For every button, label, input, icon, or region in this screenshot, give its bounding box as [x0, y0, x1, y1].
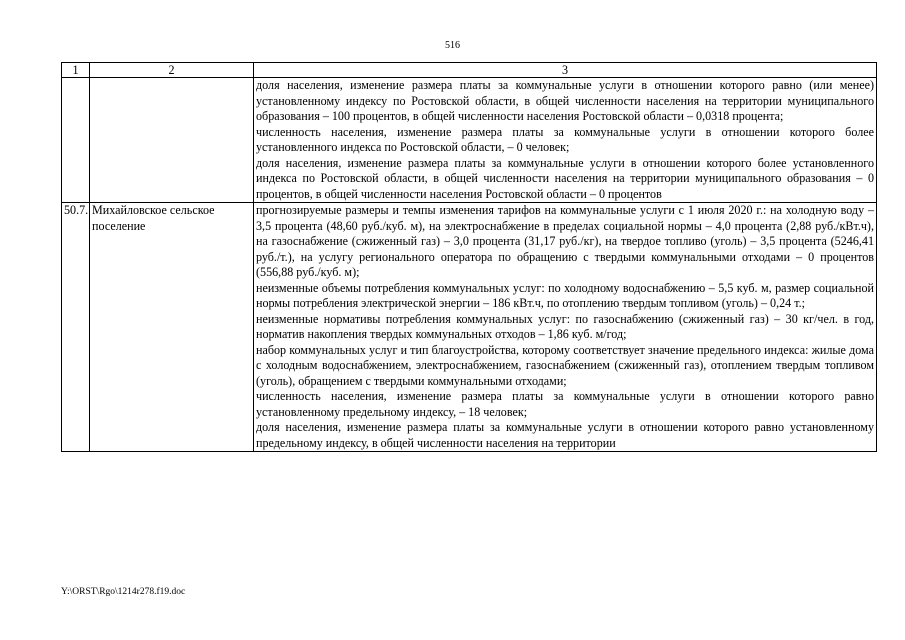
paragraph: численность населения, изменение размера платы за коммунальные услуги в отношении которого равно установленному предельному индексу, – 18 человек; — [256, 389, 874, 419]
column-header-3: 3 — [254, 63, 877, 78]
document-table — [61, 62, 877, 452]
table-row-50-7 — [62, 203, 877, 452]
column-header-2: 2 — [90, 63, 254, 78]
paragraph: неизменные нормативы потребления коммунальных услуг: по газоснабжению (сжиженный газ) – 30 кг/чел. в год, норматив накопления твердых коммунальных отходов – 1,86 куб. м/год; — [256, 311, 874, 341]
paragraph: доля населения, изменение размера платы за коммунальные услуги в отношении которого равно установленному предельному индексу, в общей численности населения на территории — [256, 420, 874, 450]
paragraph: набор коммунальных услуг и тип благоустройства, которому соответствует значение предельного индекса: жилые дома с холодным водоснабжением, электроснабжением, газоснабжением (сжиженный газ), отоплением твердым топливом (уголь), обращением с твердыми коммунальными отходами; — [256, 342, 874, 388]
page-number: 516 — [445, 40, 460, 51]
municipality-name-cell: Михайловское сельское поселение — [90, 203, 254, 452]
paragraph: неизменные объемы потребления коммунальных услуг: по холодному водоснабжению – 5,5 куб. м, размер социальной нормы потребления электрической энергии – 186 кВт.ч, по отоплению твердым топливом (уголь) – 0,24 т.; — [256, 280, 874, 310]
paragraph: численность населения, изменение размера платы за коммунальные услуги в отношении которого более установленного индекса по Ростовской области, – 0 человек; — [256, 124, 874, 154]
municipality-name-cell — [90, 78, 254, 203]
table-header-row — [62, 63, 877, 78]
description-cell — [254, 78, 877, 203]
table-row-continuation — [62, 78, 877, 203]
column-header-1: 1 — [62, 63, 90, 78]
paragraph: прогнозируемые размеры и темпы изменения тарифов на коммунальные услуги с 1 июля 2020 г.: на холодную воду – 3,5 процента (48,60 руб./куб. м), на электроснабжение в пределах социальной нормы – 4,0 процента (2,88 руб./кВт.ч), на газоснабжение (сжиженный газ) – 3,0 процента (31,17 руб./кг), на твердое топливо (уголь) – 3,5 процента (5246,41 руб./т.), на услугу регионального оператора по обращению с твердыми коммунальными отходами – 0 процентов (556,88 руб./куб. м); — [256, 203, 874, 279]
row-number-cell: 50.7. — [62, 203, 90, 452]
paragraph: доля населения, изменение размера платы за коммунальные услуги в отношении которого более установленного индекса по Ростовской области, в общей численности населения на территории муниципального образования – 0 процентов, в общей численности населения Ростовской области – 0 процентов — [256, 155, 874, 201]
paragraph: доля населения, изменение размера платы за коммунальные услуги в отношении которого равно (или менее) установленному индексу по Ростовской области, в общей численности населения на территории муниципального образования – 100 процентов, в общей численности населения Ростовской области – 0,0318 процента; — [256, 78, 874, 123]
description-cell — [254, 203, 877, 452]
row-number-cell — [62, 78, 90, 203]
footer-file-path: Y:\ORST\Rgo\1214r278.f19.doc — [61, 587, 186, 597]
